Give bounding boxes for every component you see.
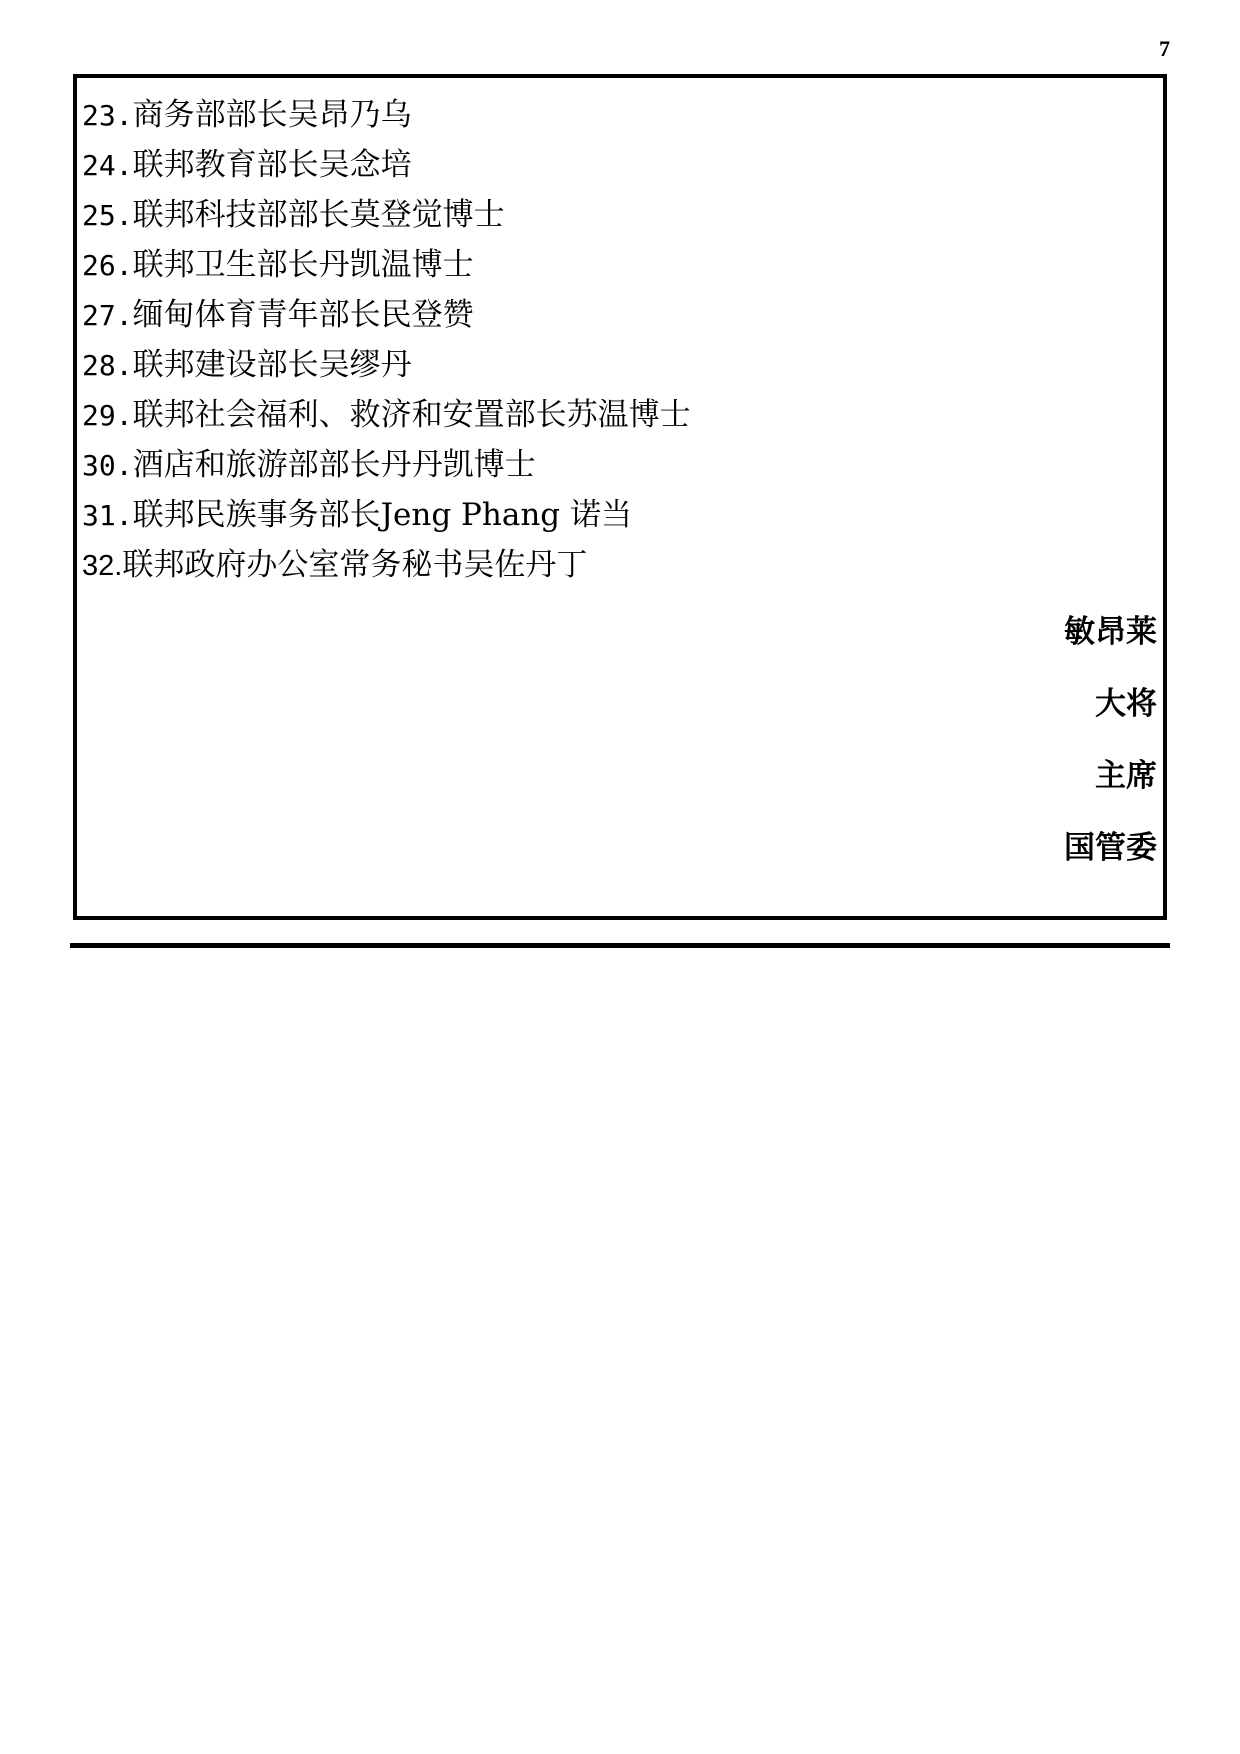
list-item bbox=[82, 90, 691, 140]
list-item bbox=[82, 490, 691, 540]
list-item bbox=[82, 440, 691, 490]
signatory-title: 主席 bbox=[1095, 758, 1157, 794]
item-text: 联邦卫生部长丹凯温博士 bbox=[132, 247, 474, 283]
item-number: 24. bbox=[82, 149, 133, 182]
signature-block bbox=[1064, 596, 1157, 884]
item-number: 26. bbox=[82, 249, 133, 282]
signatory-rank: 大将 bbox=[1095, 686, 1157, 722]
list-item bbox=[82, 540, 691, 590]
list-item bbox=[82, 140, 691, 190]
item-text: 联邦政府办公室常务秘书吴佐丹丁 bbox=[122, 547, 588, 583]
list-item bbox=[82, 390, 691, 440]
item-number: 29. bbox=[82, 399, 133, 432]
item-text: 联邦建设部长吴缪丹 bbox=[132, 347, 412, 383]
list-item bbox=[82, 340, 691, 390]
item-number: 25. bbox=[82, 199, 133, 232]
list-item bbox=[82, 290, 691, 340]
page-number: 7 bbox=[1159, 36, 1170, 61]
item-text: 联邦民族事务部长Jeng Phang 诺当 bbox=[132, 497, 632, 533]
item-text: 商务部部长吴昂乃乌 bbox=[132, 97, 412, 133]
appointee-list bbox=[82, 90, 691, 590]
list-item bbox=[82, 190, 691, 240]
item-text: 联邦教育部长吴念培 bbox=[132, 147, 412, 183]
item-number: 32. bbox=[82, 550, 123, 582]
list-item bbox=[82, 240, 691, 290]
item-number: 30. bbox=[82, 449, 133, 482]
item-number: 23. bbox=[82, 99, 133, 132]
item-text: 联邦社会福利、救济和安置部长苏温博士 bbox=[132, 397, 691, 433]
horizontal-rule bbox=[70, 943, 1170, 948]
signatory-name: 敏昂莱 bbox=[1064, 614, 1157, 650]
item-number: 31. bbox=[82, 499, 133, 532]
item-text: 缅甸体育青年部长民登赞 bbox=[132, 297, 474, 333]
signatory-organization: 国管委 bbox=[1064, 830, 1157, 866]
item-text: 酒店和旅游部部长丹丹凯博士 bbox=[132, 447, 536, 483]
item-text: 联邦科技部部长莫登觉博士 bbox=[132, 197, 505, 233]
item-number: 28. bbox=[82, 349, 133, 382]
content-box bbox=[73, 74, 1167, 920]
item-number: 27. bbox=[82, 299, 133, 332]
